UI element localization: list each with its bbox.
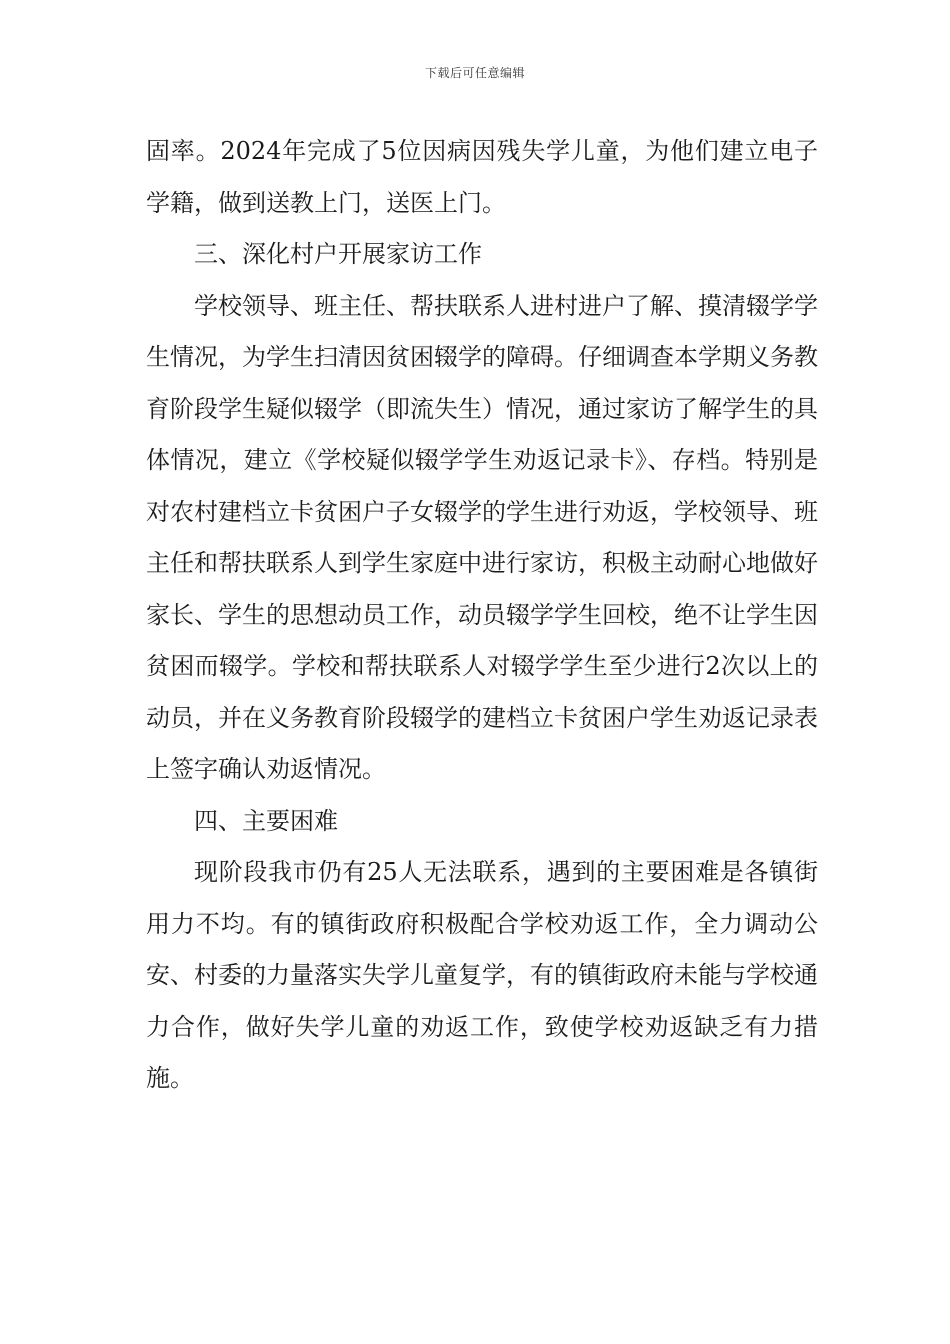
section-heading-difficulties: 四、主要困难: [194, 806, 338, 835]
paragraph-continuation: 固率。2024年完成了5位因病因残失学儿童，为他们建立电子学籍，做到送教上门，送医上门。: [146, 137, 818, 217]
paragraph-difficulties: 现阶段我市仍有25人无法联系，遇到的主要困难是各镇街用力不均。有的镇街政府积极配合学校劝返工作，全力调动公安、村委的力量落实失学儿童复学，有的镇街政府未能与学校通力合作，做好失学儿童的劝返工作，致使学校劝返缺乏有力措施。: [146, 858, 818, 1092]
paragraph-home-visits: 学校领导、班主任、帮扶联系人进村进户了解、摸清辍学学生情况，为学生扫清因贫困辍学的障碍。仔细调查本学期义务教育阶段学生疑似辍学（即流失生）情况，通过家访了解学生的具体情况，建立《学校疑似辍学学生劝返记录卡》、存档。特别是对农村建档立卡贫困户子女辍学的学生进行劝返，学校领导、班主任和帮扶联系人到学生家庭中进行家访，积极主动耐心地做好家长、学生的思想动员工作，动员辍学学生回校，绝不让学生因贫困而辍学。学校和帮扶联系人对辍学学生至少进行2次以上的动员，并在义务教育阶段辍学的建档立卡贫困户学生劝返记录表上签字确认劝返情况。: [146, 291, 818, 783]
header-note: 下载后可任意编辑: [424, 66, 525, 80]
section-heading-home-visits: 三、深化村户开展家访工作: [194, 240, 482, 268]
document-body: [146, 126, 818, 1105]
